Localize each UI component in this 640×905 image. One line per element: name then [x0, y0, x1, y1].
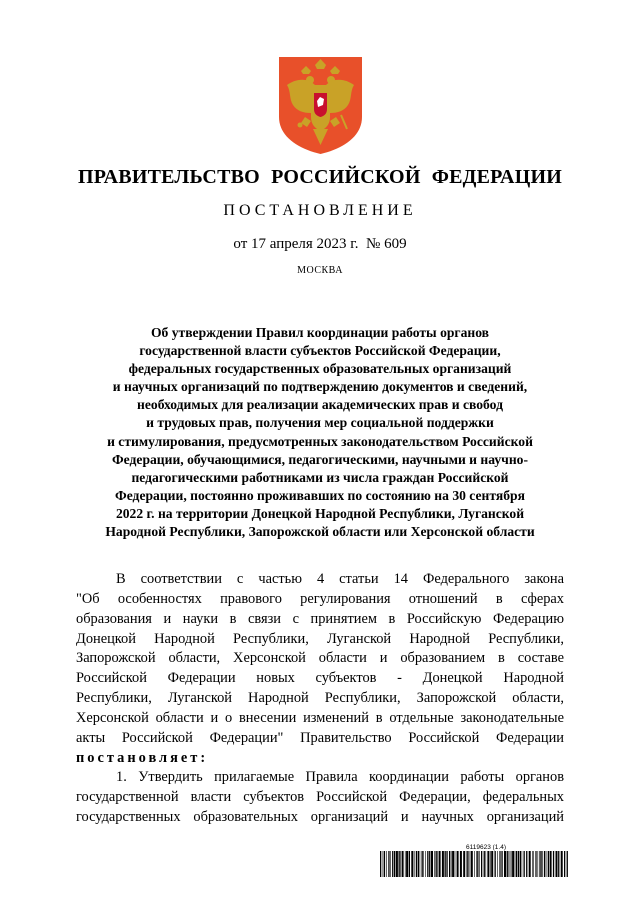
- government-title: ПРАВИТЕЛЬСТВО РОССИЙСКОЙ ФЕДЕРАЦИИ: [78, 166, 562, 188]
- subject-line: Федерации, обучающимися, педагогическими, научными и научно-: [112, 451, 528, 467]
- document-date: от 17 апреля 2023 г.: [233, 236, 359, 252]
- preamble-line: образования и науки в связи с принятием в Российскую Федерацию: [76, 610, 564, 627]
- subject-line: государственной власти субъектов Российской Федерации,: [139, 343, 501, 359]
- document-type: ПОСТАНОВЛЕНИЕ: [223, 202, 417, 219]
- subject-line: необходимых для реализации академических прав и свобод: [137, 397, 503, 413]
- number-sign: №: [366, 236, 381, 252]
- preamble-line: Российской Федерации новых субъектов - Донецкой Народной: [76, 670, 564, 687]
- date-number-line: [0, 236, 640, 253]
- preamble-line: Республики, Луганской Народной Республики, Запорожской области,: [76, 690, 564, 707]
- subject-line: Народной Республики, Запорожской области или Херсонской области: [105, 524, 535, 540]
- item1-line: 1. Утвердить прилагаемые Правила координации работы органов: [116, 769, 564, 786]
- coat-of-arms-icon: [277, 55, 364, 156]
- item1-line: государственной власти субъектов Российской Федерации, федеральных: [76, 789, 564, 806]
- item1-line: государственных образовательных организаций и научных организаций: [76, 809, 564, 826]
- subject-line: Об утверждении Правил координации работы органов: [150, 325, 490, 340]
- subject-line: и научных организаций по подтверждению документов и сведений,: [112, 379, 528, 395]
- document-number: 609: [384, 236, 407, 252]
- preamble-line: Херсонской области и о внесении изменений в отдельные законодательные: [76, 709, 564, 726]
- barcode-icon: [380, 851, 568, 877]
- preamble-line: акты Российской Федерации" Правительство Российской Федерации: [76, 729, 564, 746]
- subject-line: педагогическими работниками из числа граждан Российской: [131, 469, 509, 485]
- preamble-line: Запорожской области, Херсонской области и образованием в составе: [76, 650, 564, 667]
- body-text: [76, 570, 564, 828]
- preamble-line: Донецкой Народной Республики, Луганской Народной Республики,: [76, 630, 564, 647]
- preamble-line: В соответствии с частью 4 статьи 14 Федерального закона: [116, 571, 564, 587]
- barcode-number: 6119623 (1.4): [466, 844, 506, 851]
- subject-line: Федерации, постоянно проживавших по состоянию на 30 сентября: [115, 487, 525, 503]
- document-subject: [60, 324, 580, 541]
- subject-line: и стимулирования, предусмотренных законодательством Российской: [107, 433, 533, 449]
- city-name: МОСКВА: [297, 265, 343, 276]
- subject-line: 2022 г. на территории Донецкой Народной Республики, Луганской: [115, 505, 525, 521]
- decree-word: постановляет:: [76, 749, 209, 766]
- subject-line: федеральных государственных образовательных организаций: [128, 361, 512, 377]
- subject-line: и трудовых прав, получения мер социальной поддержки: [146, 415, 494, 431]
- preamble-line: "Об особенностях правового регулирования отношений в сферах: [76, 590, 564, 607]
